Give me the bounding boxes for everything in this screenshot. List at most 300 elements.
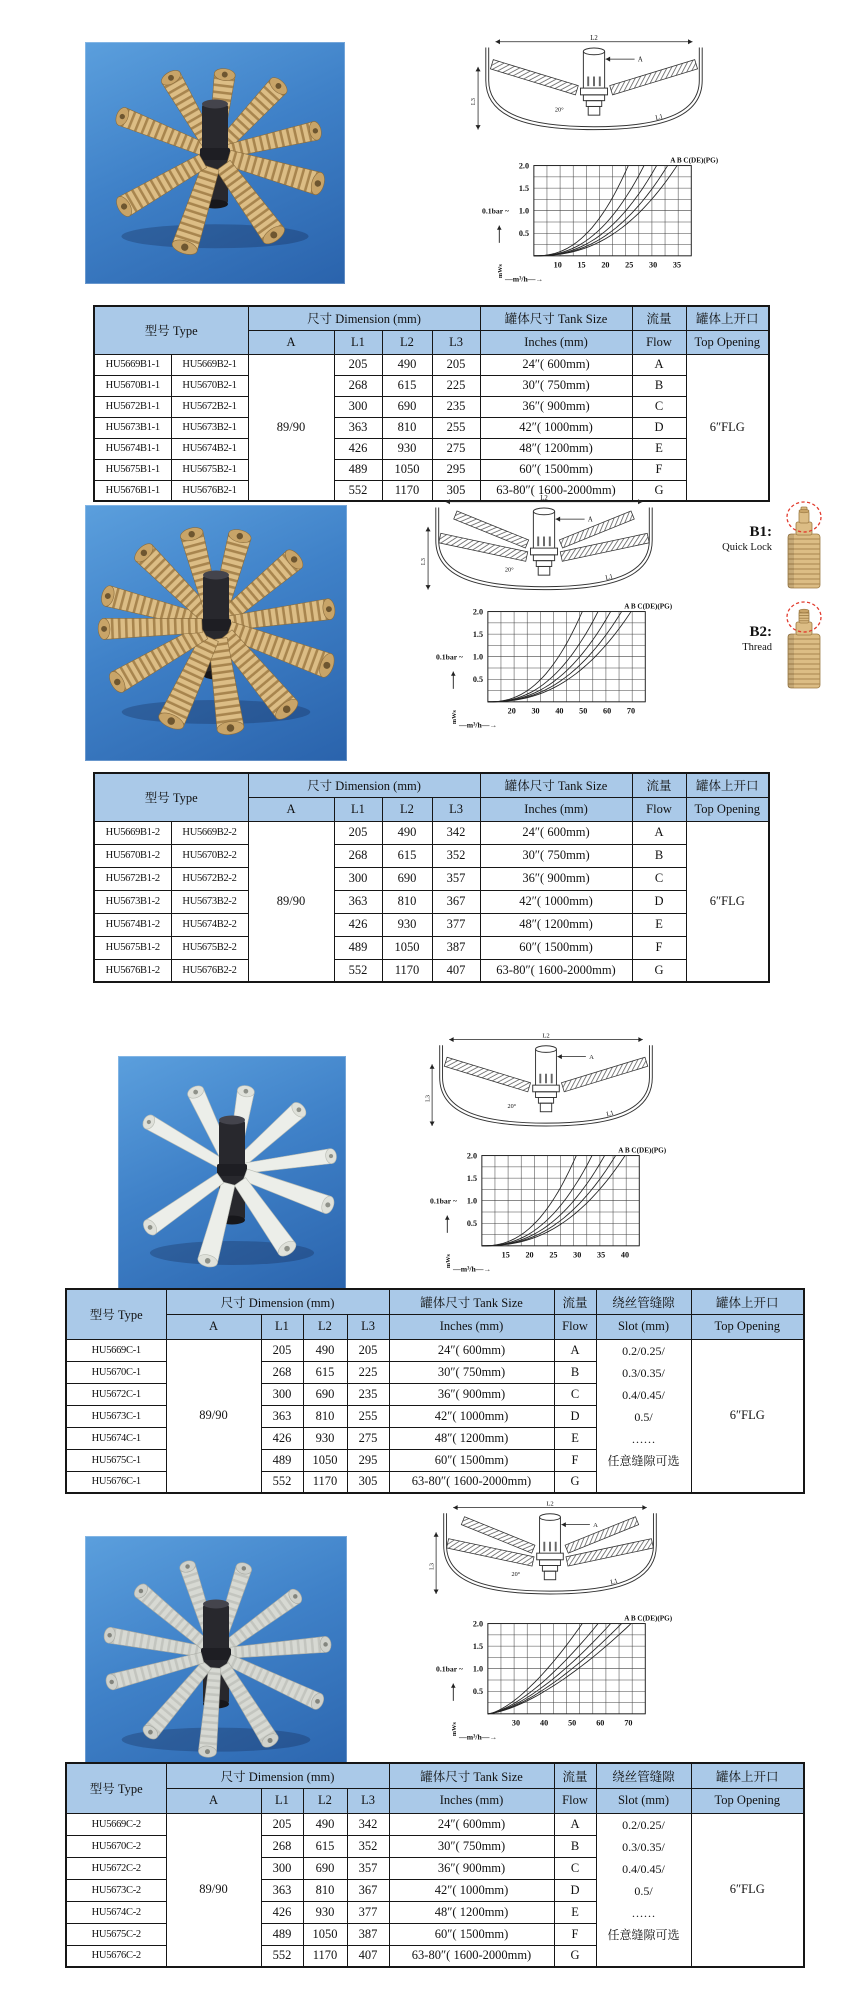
l2-value: 1170 [303, 1471, 347, 1493]
tank-size-value: 24″( 600mm) [480, 354, 632, 375]
svg-text:0.5: 0.5 [518, 229, 530, 239]
svg-text:A B C(DE)(PG): A B C(DE)(PG) [624, 1614, 673, 1623]
l1-value: 426 [334, 438, 382, 459]
svg-text:50: 50 [579, 706, 588, 716]
header-top-opening-cn: 罐体上开口 [691, 1289, 804, 1314]
l2-value: 930 [303, 1427, 347, 1449]
svg-text:L2: L2 [546, 1500, 554, 1508]
slot-option: 0.3/0.35/ [622, 1365, 665, 1380]
tank-diagram-c1 [420, 1032, 672, 1144]
l2-value: 1050 [382, 459, 432, 480]
l3-value: 352 [347, 1835, 389, 1857]
tank-size-value: 24″( 600mm) [389, 1339, 554, 1361]
svg-text:L1: L1 [609, 1577, 619, 1587]
header-top-opening: Top Opening [686, 797, 769, 821]
header-dimension: 尺寸 Dimension (mm) [248, 306, 480, 330]
l2-value: 490 [303, 1813, 347, 1835]
tank-size-value: 24″( 600mm) [389, 1813, 554, 1835]
product-photo-hub-b2 [85, 505, 347, 761]
slot-option: 0.5/ [634, 1409, 653, 1424]
tank-size-value: 63-80″( 1600-2000mm) [389, 1945, 554, 1967]
l3-value: 342 [432, 821, 480, 844]
header-flow-cn: 流量 [554, 1289, 596, 1314]
product-photo-hub-b1 [85, 42, 345, 284]
l1-value: 268 [334, 375, 382, 396]
l3-value: 342 [347, 1813, 389, 1835]
svg-text:0.5: 0.5 [466, 1219, 478, 1229]
product-photo-hub-c1 [118, 1056, 346, 1300]
header-inches: Inches (mm) [389, 1788, 554, 1813]
svg-text:20: 20 [507, 706, 516, 716]
flow-value: C [554, 1383, 596, 1405]
slot-option: 0.5/ [634, 1883, 653, 1898]
model-code: HU5672C-2 [66, 1857, 166, 1879]
table-row [94, 396, 769, 417]
l3-value: 367 [347, 1879, 389, 1901]
model-code: HU5669B1-2 [94, 821, 171, 844]
model-code: HU5673B2-1 [171, 417, 248, 438]
option-b2-label-block [680, 598, 778, 654]
svg-text:A: A [587, 516, 593, 524]
svg-text:A B C(DE)(PG): A B C(DE)(PG) [670, 156, 719, 165]
svg-text:1.0: 1.0 [472, 652, 484, 662]
l1-value: 205 [334, 821, 382, 844]
l2-value: 615 [303, 1361, 347, 1383]
model-code: HU5669B2-1 [171, 354, 248, 375]
header-inches: Inches (mm) [480, 330, 632, 354]
tank-size-value: 48″( 1200mm) [389, 1901, 554, 1923]
table-row [94, 459, 769, 480]
l1-value: 363 [261, 1405, 303, 1427]
header-l1: L1 [334, 797, 382, 821]
tank-size-value: 24″( 600mm) [480, 821, 632, 844]
table-row [94, 438, 769, 459]
table-row [94, 375, 769, 396]
svg-text:20°: 20° [504, 566, 514, 574]
top-opening-value: 6″FLG [686, 821, 769, 982]
l1-value: 363 [261, 1879, 303, 1901]
header-slot-cn: 绕丝管缝隙 [596, 1763, 691, 1788]
svg-text:1.5: 1.5 [518, 184, 530, 193]
tank-size-value: 30″( 750mm) [480, 375, 632, 396]
l1-value: 489 [334, 459, 382, 480]
slot-option: …… [631, 1905, 656, 1920]
l2-value: 615 [382, 375, 432, 396]
svg-text:A: A [589, 1054, 594, 1062]
l3-value: 235 [347, 1383, 389, 1405]
header-l2: L2 [382, 797, 432, 821]
option-code: B2: [749, 624, 772, 640]
model-code: HU5675B2-1 [171, 459, 248, 480]
slot-option: 0.4/0.45/ [622, 1861, 665, 1876]
flow-value: C [632, 396, 686, 417]
model-code: HU5670B1-1 [94, 375, 171, 396]
slot-options-lines [597, 1340, 691, 1472]
model-code: HU5676B1-2 [94, 959, 171, 982]
table-row [94, 959, 769, 982]
header-dimension: 尺寸 Dimension (mm) [166, 1763, 389, 1788]
svg-text:0.1bar ~: 0.1bar ~ [430, 1196, 457, 1206]
svg-text:2.0: 2.0 [466, 1151, 478, 1161]
tank-size-value: 30″( 750mm) [480, 844, 632, 867]
svg-text:L1: L1 [604, 573, 614, 582]
slot-option: 0.2/0.25/ [622, 1817, 665, 1832]
svg-text:15: 15 [577, 260, 586, 270]
spec-table-c1 [65, 1288, 803, 1494]
flow-value: E [554, 1901, 596, 1923]
l3-value: 275 [347, 1427, 389, 1449]
l3-value: 367 [432, 890, 480, 913]
model-code: HU5674B1-2 [94, 913, 171, 936]
svg-text:2.0: 2.0 [472, 1619, 484, 1629]
header-dimension: 尺寸 Dimension (mm) [248, 773, 480, 797]
svg-text:0.1bar ~: 0.1bar ~ [436, 1664, 463, 1674]
l1-value: 268 [261, 1361, 303, 1383]
svg-text:L3: L3 [470, 98, 478, 106]
header-l1: L1 [261, 1314, 303, 1339]
table-row [94, 913, 769, 936]
model-code: HU5673C-1 [66, 1405, 166, 1427]
tank-diagram-b2 [418, 494, 670, 608]
svg-text:15: 15 [501, 1250, 510, 1260]
model-code: HU5672C-1 [66, 1383, 166, 1405]
l2-value: 615 [382, 844, 432, 867]
l2-value: 810 [382, 890, 432, 913]
header-flow-cn: 流量 [554, 1763, 596, 1788]
nozzle-thumbnail-quick-lock [778, 498, 830, 594]
svg-text:40: 40 [620, 1250, 630, 1260]
header-l2: L2 [303, 1314, 347, 1339]
svg-text:1.5: 1.5 [472, 1642, 484, 1651]
l2-value: 930 [382, 913, 432, 936]
l3-value: 205 [347, 1339, 389, 1361]
l3-value: 275 [432, 438, 480, 459]
svg-text:1.5: 1.5 [466, 1174, 478, 1183]
header-flow: Flow [632, 330, 686, 354]
flow-value: B [632, 375, 686, 396]
spec-table [65, 1288, 805, 1494]
pressure-flow-chart-art [482, 154, 722, 300]
svg-text:2.0: 2.0 [518, 161, 530, 171]
l1-value: 300 [334, 867, 382, 890]
svg-text:30: 30 [573, 1250, 582, 1260]
header-l3: L3 [432, 330, 480, 354]
slot-options-lines [597, 1814, 691, 1946]
tank-size-value: 60″( 1500mm) [480, 459, 632, 480]
slot-option: 0.3/0.35/ [622, 1839, 665, 1854]
pressure-flow-chart-c2 [436, 1612, 676, 1758]
header-flow: Flow [554, 1788, 596, 1813]
nozzle-art [778, 598, 830, 694]
svg-text:L3: L3 [425, 1095, 432, 1102]
nozzle-starburst-art [85, 505, 347, 761]
tank-size-value: 42″( 1000mm) [389, 1405, 554, 1427]
tank-cross-section-art [418, 494, 670, 608]
header-slot-cn: 绕丝管缝隙 [596, 1289, 691, 1314]
l2-value: 1170 [382, 959, 432, 982]
table-row [94, 821, 769, 844]
a-dimension-value: 89/90 [248, 354, 334, 501]
svg-text:A: A [593, 1522, 598, 1530]
model-code: HU5669B2-2 [171, 821, 248, 844]
tank-size-value: 48″( 1200mm) [389, 1427, 554, 1449]
top-opening-value: 6″FLG [691, 1339, 804, 1493]
l2-value: 930 [303, 1901, 347, 1923]
svg-text:L3: L3 [420, 558, 428, 566]
tank-diagram-b1 [468, 34, 720, 148]
svg-text:L1: L1 [654, 113, 664, 122]
l2-value: 490 [303, 1339, 347, 1361]
pressure-flow-chart-b1 [482, 154, 722, 300]
model-code: HU5676C-2 [66, 1945, 166, 1967]
svg-text:30: 30 [511, 1718, 521, 1728]
table-row [94, 417, 769, 438]
model-code: HU5672B2-1 [171, 396, 248, 417]
spec-table [93, 772, 770, 983]
svg-text:—m³/h—→: —m³/h—→ [505, 274, 544, 284]
svg-text:35: 35 [597, 1250, 606, 1260]
l3-value: 377 [347, 1901, 389, 1923]
header-flow-cn: 流量 [632, 306, 686, 330]
l1-value: 552 [261, 1945, 303, 1967]
svg-text:0.1bar ~: 0.1bar ~ [482, 206, 509, 216]
l2-value: 690 [303, 1383, 347, 1405]
l2-value: 490 [382, 821, 432, 844]
pressure-flow-chart-art [436, 1612, 676, 1758]
slot-option: 0.2/0.25/ [622, 1343, 665, 1358]
svg-text:mWs: mWs [497, 264, 505, 279]
model-code: HU5669B1-1 [94, 354, 171, 375]
tank-size-value: 60″( 1500mm) [480, 936, 632, 959]
pressure-flow-chart-c1 [430, 1144, 670, 1290]
tank-cross-section-art [420, 1032, 672, 1144]
header-type: 型号 Type [66, 1763, 166, 1813]
flow-value: G [554, 1945, 596, 1967]
model-code: HU5674B1-1 [94, 438, 171, 459]
header-l2: L2 [303, 1788, 347, 1813]
header-tank-size: 罐体尺寸 Tank Size [480, 306, 632, 330]
flow-value: E [632, 438, 686, 459]
tank-size-value: 60″( 1500mm) [389, 1923, 554, 1945]
l1-value: 205 [261, 1813, 303, 1835]
spec-table-c2 [65, 1762, 803, 1968]
l1-value: 300 [261, 1383, 303, 1405]
header-tank-size: 罐体尺寸 Tank Size [389, 1763, 554, 1788]
top-opening-value: 6″FLG [686, 354, 769, 501]
product-photo-hub-c2 [85, 1536, 347, 1788]
model-code: HU5670C-1 [66, 1361, 166, 1383]
option-code: B1: [749, 524, 772, 540]
model-code: HU5675B1-2 [94, 936, 171, 959]
flow-value: A [632, 354, 686, 375]
flow-value: B [554, 1835, 596, 1857]
spec-table [93, 305, 770, 502]
l3-value: 295 [432, 459, 480, 480]
svg-text:0.1bar ~: 0.1bar ~ [436, 652, 463, 662]
svg-text:70: 70 [624, 1718, 633, 1728]
header-type: 型号 Type [94, 306, 248, 354]
svg-text:L2: L2 [590, 34, 598, 42]
slot-options [596, 1339, 691, 1493]
l2-value: 1050 [382, 936, 432, 959]
model-code: HU5676B2-1 [171, 480, 248, 501]
pressure-flow-chart-b2 [436, 600, 676, 746]
slot-option: 任意缝隙可选 [607, 1927, 680, 1942]
header-inches: Inches (mm) [480, 797, 632, 821]
svg-text:1.5: 1.5 [472, 630, 484, 639]
l3-value: 255 [432, 417, 480, 438]
table-row [66, 1813, 804, 1835]
svg-text:50: 50 [568, 1718, 577, 1728]
svg-text:—m³/h—→: —m³/h—→ [459, 1732, 498, 1742]
option-name: Thread [742, 642, 772, 653]
svg-text:L2: L2 [540, 494, 548, 502]
model-code: HU5675C-2 [66, 1923, 166, 1945]
model-code: HU5673C-2 [66, 1879, 166, 1901]
slot-option: …… [631, 1431, 656, 1446]
l2-value: 1170 [303, 1945, 347, 1967]
svg-text:mWs: mWs [451, 1722, 459, 1737]
l1-value: 489 [261, 1923, 303, 1945]
tank-size-value: 36″( 900mm) [389, 1383, 554, 1405]
header-tank-size: 罐体尺寸 Tank Size [389, 1289, 554, 1314]
flow-value: E [554, 1427, 596, 1449]
header-slot: Slot (mm) [596, 1314, 691, 1339]
model-code: HU5673B2-2 [171, 890, 248, 913]
table-row [94, 890, 769, 913]
model-code: HU5673B1-1 [94, 417, 171, 438]
header-top-opening-cn: 罐体上开口 [691, 1763, 804, 1788]
model-code: HU5670B1-2 [94, 844, 171, 867]
l2-value: 615 [303, 1835, 347, 1857]
model-code: HU5674C-2 [66, 1901, 166, 1923]
l3-value: 407 [432, 959, 480, 982]
l1-value: 426 [261, 1901, 303, 1923]
svg-text:60: 60 [603, 706, 612, 716]
l3-value: 235 [432, 396, 480, 417]
header-type: 型号 Type [94, 773, 248, 821]
svg-text:70: 70 [626, 706, 636, 716]
header-inches: Inches (mm) [389, 1314, 554, 1339]
l3-value: 295 [347, 1449, 389, 1471]
header-l3: L3 [347, 1314, 389, 1339]
header-l1: L1 [261, 1788, 303, 1813]
header-a: A [166, 1788, 261, 1813]
tank-cross-section-art [424, 1500, 676, 1612]
svg-text:0.5: 0.5 [472, 1687, 484, 1697]
tank-diagram-c2 [424, 1500, 676, 1612]
nozzle-starburst-art [118, 1056, 346, 1300]
slot-options [596, 1813, 691, 1967]
model-code: HU5676C-1 [66, 1471, 166, 1493]
header-dimension: 尺寸 Dimension (mm) [166, 1289, 389, 1314]
flow-value: F [632, 459, 686, 480]
spec-table-b1 [93, 305, 768, 502]
l3-value: 407 [347, 1945, 389, 1967]
model-code: HU5669C-2 [66, 1813, 166, 1835]
svg-text:2.0: 2.0 [472, 607, 484, 617]
l2-value: 1170 [382, 480, 432, 501]
model-code: HU5675B1-1 [94, 459, 171, 480]
spec-table [65, 1762, 805, 1968]
l3-value: 225 [432, 375, 480, 396]
header-a: A [248, 330, 334, 354]
flow-value: B [554, 1361, 596, 1383]
header-top-opening: Top Opening [691, 1788, 804, 1813]
nozzle-thumbnail-thread [778, 598, 830, 694]
svg-text:60: 60 [596, 1718, 605, 1728]
l3-value: 357 [347, 1857, 389, 1879]
header-l1: L1 [334, 330, 382, 354]
model-code: HU5676B1-1 [94, 480, 171, 501]
svg-text:1.0: 1.0 [466, 1196, 478, 1206]
l1-value: 489 [261, 1449, 303, 1471]
tank-size-value: 42″( 1000mm) [480, 417, 632, 438]
l2-value: 690 [382, 396, 432, 417]
header-tank-size: 罐体尺寸 Tank Size [480, 773, 632, 797]
svg-text:L3: L3 [429, 1563, 436, 1570]
svg-text:25: 25 [625, 260, 634, 270]
header-a: A [248, 797, 334, 821]
svg-text:20°: 20° [507, 1103, 517, 1110]
flow-value: G [632, 959, 686, 982]
svg-text:A B C(DE)(PG): A B C(DE)(PG) [618, 1146, 667, 1155]
flow-value: D [632, 417, 686, 438]
model-code: HU5675B2-2 [171, 936, 248, 959]
flow-value: C [632, 867, 686, 890]
flow-value: D [554, 1879, 596, 1901]
svg-text:40: 40 [539, 1718, 549, 1728]
header-a: A [166, 1314, 261, 1339]
svg-text:mWs: mWs [445, 1254, 453, 1269]
pressure-flow-chart-art [436, 600, 676, 746]
header-flow: Flow [554, 1314, 596, 1339]
l3-value: 377 [432, 913, 480, 936]
flow-value: A [554, 1339, 596, 1361]
svg-text:30: 30 [649, 260, 658, 270]
l3-value: 387 [347, 1923, 389, 1945]
option-b1-quick-lock [680, 498, 830, 594]
header-top-opening: Top Opening [686, 330, 769, 354]
model-code: HU5676B2-2 [171, 959, 248, 982]
table-row [94, 844, 769, 867]
tank-size-value: 63-80″( 1600-2000mm) [389, 1471, 554, 1493]
l1-value: 489 [334, 936, 382, 959]
flow-value: C [554, 1857, 596, 1879]
flow-value: F [632, 936, 686, 959]
l3-value: 387 [432, 936, 480, 959]
l1-value: 268 [334, 844, 382, 867]
l1-value: 205 [334, 354, 382, 375]
l3-value: 305 [432, 480, 480, 501]
l2-value: 810 [382, 417, 432, 438]
tank-size-value: 48″( 1200mm) [480, 438, 632, 459]
svg-text:1.0: 1.0 [472, 1664, 484, 1674]
l3-value: 205 [432, 354, 480, 375]
model-code: HU5670B2-2 [171, 844, 248, 867]
svg-text:0.5: 0.5 [472, 675, 484, 685]
pressure-flow-chart-art [430, 1144, 670, 1290]
flow-value: E [632, 913, 686, 936]
tank-size-value: 60″( 1500mm) [389, 1449, 554, 1471]
l2-value: 1050 [303, 1923, 347, 1945]
table-row [94, 867, 769, 890]
header-type: 型号 Type [66, 1289, 166, 1339]
flow-value: D [554, 1405, 596, 1427]
l1-value: 552 [334, 480, 382, 501]
svg-text:—m³/h—→: —m³/h—→ [459, 720, 498, 730]
model-code: HU5674B2-1 [171, 438, 248, 459]
